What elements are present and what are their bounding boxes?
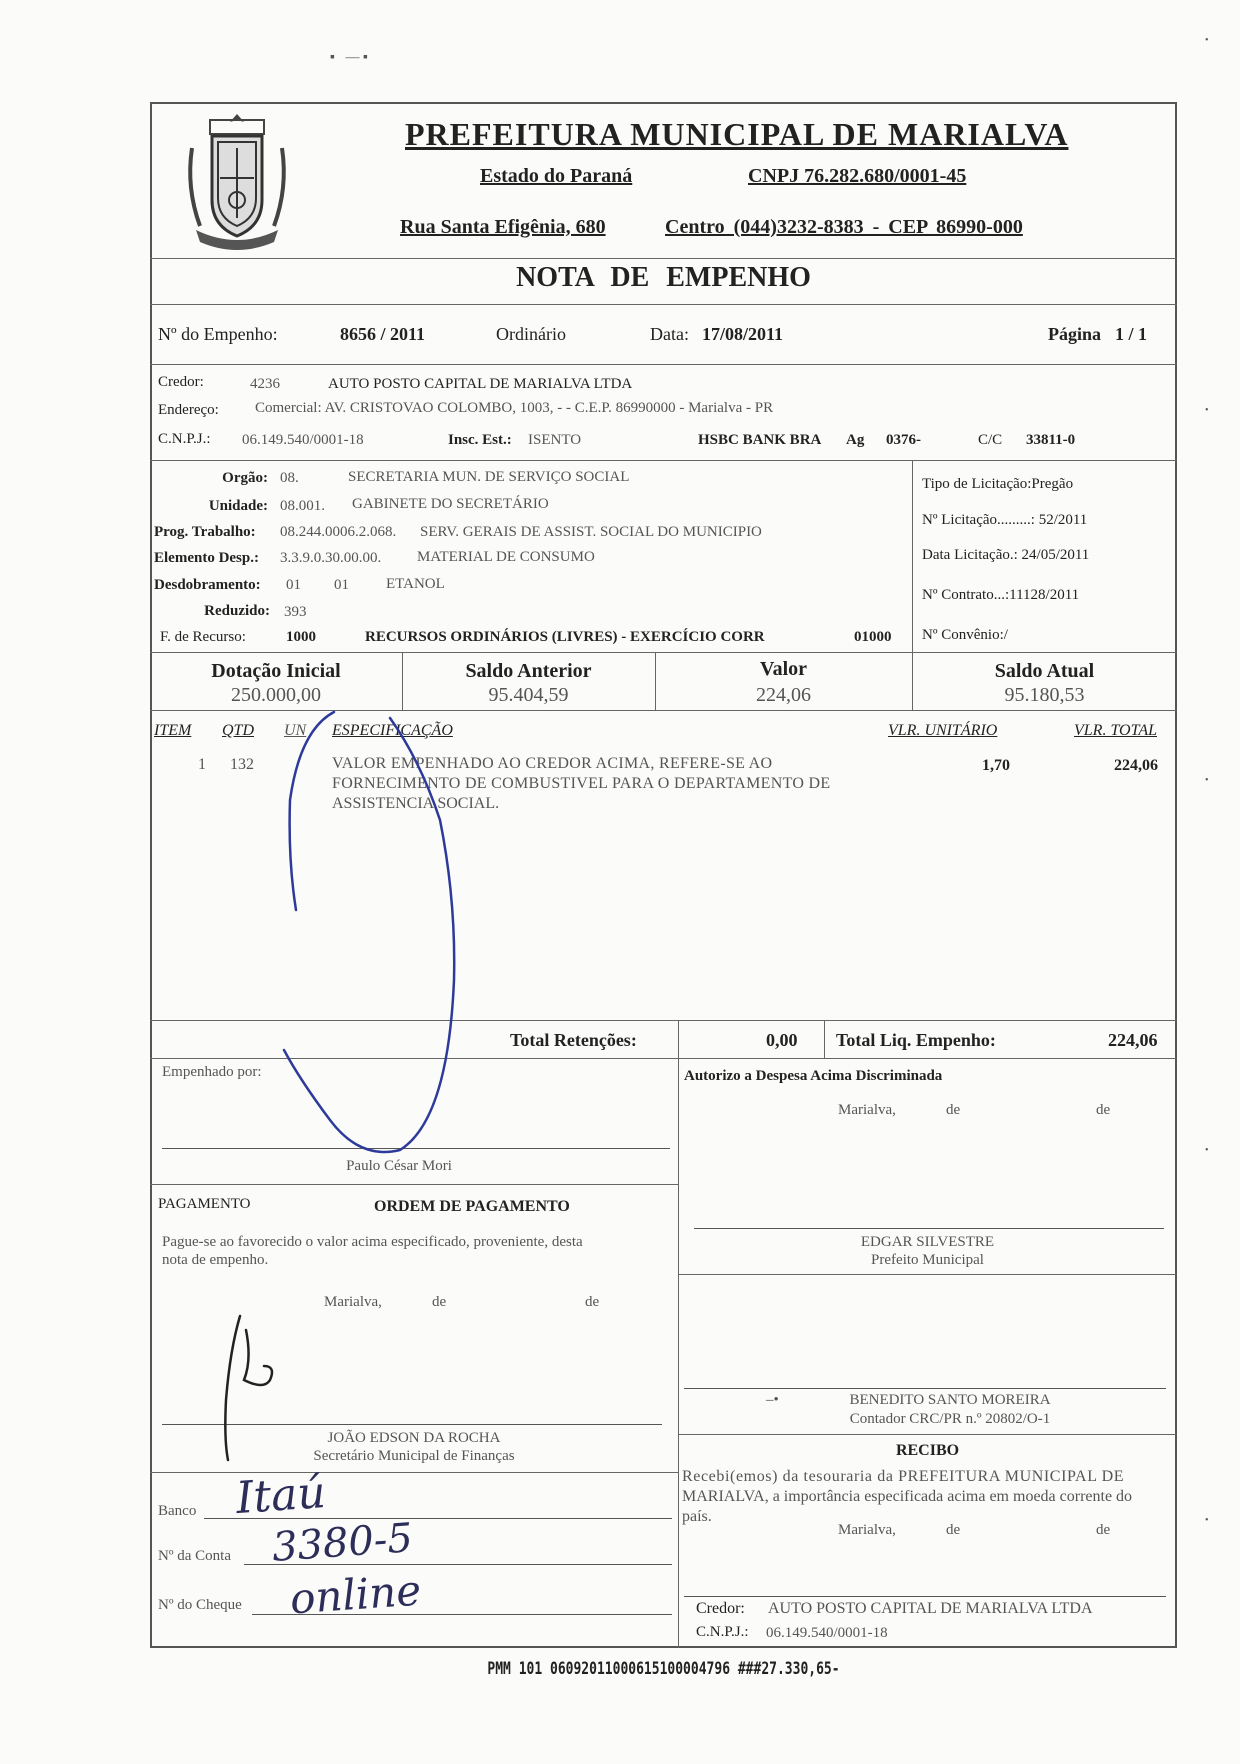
- credor-codigo: 4236: [250, 376, 280, 392]
- recurso-cod: 1000: [286, 629, 316, 645]
- empenhado-nome: Paulo César Mori: [346, 1158, 452, 1174]
- header-cnpj: CNPJ 76.282.680/0001-45: [748, 165, 967, 187]
- empenho-tipo: Ordinário: [496, 324, 566, 344]
- handwritten-conta: 3380-5: [270, 1515, 415, 1571]
- orgao-label: Orgão:: [222, 470, 268, 486]
- total-liquido-label: Total Liq. Empenho:: [836, 1030, 996, 1050]
- numero-convenio: Nº Convênio:/: [922, 627, 1008, 643]
- dash-mark: –•: [766, 1392, 779, 1408]
- pagamento-de2: de: [585, 1294, 600, 1310]
- cc-label: C/C: [978, 432, 1003, 448]
- pagamento-city: Marialva,: [324, 1294, 382, 1310]
- handwritten-cheque: online: [288, 1565, 423, 1624]
- header-state: Estado do Paraná: [480, 165, 633, 187]
- recurso-label: F. de Recurso:: [160, 629, 246, 645]
- banco-credor: HSBC BANK BRA: [698, 432, 822, 448]
- ag-label: Ag: [846, 432, 865, 448]
- recibo-cnpj-label: C.N.P.J.:: [696, 1624, 749, 1640]
- item-espec-2: FORNECIMENTO DE COMBUSTIVEL PARA O DEPARTAMENTO DE: [332, 775, 831, 792]
- desdobramento-label: Desdobramento:: [154, 577, 261, 593]
- recibo-cnpj: 06.149.540/0001-18: [766, 1625, 888, 1641]
- autorizo-city: Marialva,: [838, 1102, 896, 1118]
- col-un: UN: [284, 722, 307, 739]
- item-qtd: 132: [230, 756, 254, 773]
- saldo-atual-label: Saldo Atual: [994, 660, 1095, 682]
- recibo-texto-2: MARIALVA, a importância especificada acima em moeda corrente do: [682, 1488, 1133, 1505]
- cnpj-value: 06.149.540/0001-18: [242, 432, 364, 448]
- prefeito-nome: EDGAR SILVESTRE: [860, 1234, 995, 1250]
- autorizo-label: Autorizo a Despesa Acima Discriminada: [684, 1068, 943, 1084]
- item-vlr-total: 224,06: [1114, 757, 1158, 774]
- item-espec-3: ASSISTENCIA SOCIAL.: [332, 795, 500, 812]
- total-retencoes-value: 0,00: [766, 1030, 798, 1050]
- recurso-num: 01000: [854, 629, 892, 645]
- orgao-value: SECRETARIA MUN. DE SERVIÇO SOCIAL: [348, 469, 630, 485]
- col-vlr-total: VLR. TOTAL: [1074, 722, 1157, 739]
- header-street: Rua Santa Efigênia, 680: [400, 216, 606, 238]
- data-licitacao: Data Licitação.: 24/05/2011: [922, 547, 1090, 563]
- elemento-cod: 3.3.9.0.30.00.00.: [280, 550, 382, 566]
- orgao-cod: 08.: [280, 470, 299, 486]
- cc-value: 33811-0: [1026, 432, 1076, 448]
- unidade-cod: 08.001.: [280, 498, 325, 514]
- recibo-credor-label: Credor:: [696, 1600, 745, 1617]
- recibo-de1: de: [946, 1522, 961, 1538]
- saldo-atual-value: 95.180,53: [1004, 684, 1085, 706]
- pagina-label: Página: [1048, 324, 1102, 344]
- empenhado-label: Empenhado por:: [162, 1064, 262, 1080]
- prog-label: Prog. Trabalho:: [154, 524, 256, 540]
- cheque-label: Nº do Cheque: [158, 1597, 242, 1613]
- secretario-cargo: Secretário Municipal de Finanças: [313, 1448, 515, 1464]
- total-liquido-value: 224,06: [1108, 1030, 1158, 1050]
- valor-value: 224,06: [756, 684, 811, 706]
- empenho-data-label: Data:: [650, 324, 689, 344]
- empenho-data: 17/08/2011: [702, 324, 784, 344]
- col-especificacao: ESPECIFICAÇÃO: [332, 722, 453, 739]
- pagamento-texto-1: Pague-se ao favorecido o valor acima especificado, proveniente, desta: [162, 1234, 583, 1250]
- numero-licitacao: Nº Licitação.........: 52/2011: [922, 512, 1088, 528]
- col-item: ITEM: [154, 722, 192, 739]
- unidade-label: Unidade:: [208, 498, 268, 514]
- contador-nome: BENEDITO SANTO MOREIRA: [849, 1392, 1051, 1408]
- banco-label: Banco: [158, 1503, 197, 1519]
- desdobramento-2: 01: [334, 577, 349, 593]
- margin-dot-2: •: [1205, 405, 1209, 416]
- contador-cargo: Contador CRC/PR n.º 20802/O-1: [849, 1411, 1051, 1427]
- prog-value: SERV. GERAIS DE ASSIST. SOCIAL DO MUNICIPIO: [420, 524, 762, 540]
- recibo-city: Marialva,: [838, 1522, 896, 1538]
- cnpj-label: C.N.P.J.:: [158, 431, 211, 447]
- pagina-value: 1 / 1: [1115, 324, 1148, 344]
- credor-nome: AUTO POSTO CAPITAL DE MARIALVA LTDA: [328, 376, 633, 392]
- recibo-texto-3: país.: [682, 1508, 712, 1525]
- prog-cod: 08.244.0006.2.068.: [280, 524, 397, 540]
- item-numero: 1: [198, 756, 206, 773]
- ag-value: 0376-: [886, 432, 921, 448]
- item-espec-1: VALOR EMPENHADO AO CREDOR ACIMA, REFERE-SE AO: [332, 755, 773, 772]
- margin-dot-1: •: [1205, 35, 1209, 46]
- pagamento-de1: de: [432, 1294, 447, 1310]
- pagamento-texto-2: nota de empenho.: [162, 1252, 269, 1268]
- prefeito-cargo: Prefeito Municipal: [871, 1252, 984, 1268]
- insc-value: ISENTO: [528, 432, 582, 448]
- ordem-pagamento: ORDEM DE PAGAMENTO: [374, 1198, 570, 1215]
- header-address: Centro (044)3232-8383 - CEP 86990-000: [665, 216, 1023, 238]
- tipo-licitacao: Tipo de Licitação:Pregão: [922, 476, 1074, 492]
- autorizo-de2: de: [1096, 1102, 1111, 1118]
- recurso-value: RECURSOS ORDINÁRIOS (LIVRES) - EXERCÍCIO CORR: [365, 629, 765, 645]
- col-qtd: QTD: [222, 722, 255, 739]
- empenho-numero-label: Nº do Empenho:: [158, 324, 278, 344]
- desdobramento-value: ETANOL: [386, 576, 445, 592]
- recibo-texto-1: Recebi(emos) da tesouraria da PREFEITURA MUNICIPAL DE: [682, 1468, 1125, 1485]
- scan-marks: ▪ — ▪: [330, 50, 368, 65]
- recibo-de2: de: [1096, 1522, 1111, 1538]
- credor-label: Credor:: [158, 374, 204, 390]
- saldo-anterior-value: 95.404,59: [488, 684, 569, 706]
- saldo-anterior-label: Saldo Anterior: [465, 660, 592, 682]
- secretario-nome: JOÃO EDSON DA ROCHA: [327, 1430, 501, 1446]
- endereco-label: Endereço:: [158, 402, 219, 418]
- reduzido-label: Reduzido:: [204, 603, 270, 619]
- item-vlr-unitario: 1,70: [982, 757, 1010, 774]
- elemento-value: MATERIAL DE CONSUMO: [417, 549, 595, 565]
- recibo-credor: AUTO POSTO CAPITAL DE MARIALVA LTDA: [768, 1600, 1093, 1617]
- empenho-numero: 8656 / 2011: [340, 324, 426, 344]
- header-title: PREFEITURA MUNICIPAL DE MARIALVA: [405, 116, 1069, 152]
- recibo-label: RECIBO: [895, 1442, 960, 1459]
- elemento-label: Elemento Desp.:: [154, 550, 259, 566]
- margin-dot-4: •: [1205, 1145, 1209, 1156]
- reduzido-value: 393: [284, 604, 307, 620]
- desdobramento-1: 01: [286, 577, 301, 593]
- doc-title: NOTA DE EMPENHO: [516, 262, 811, 293]
- pagamento-label: PAGAMENTO: [158, 1196, 251, 1212]
- valor-label: Valor: [759, 658, 808, 680]
- autorizo-de1: de: [946, 1102, 961, 1118]
- saldo-dotacao-value: 250.000,00: [231, 684, 321, 706]
- insc-label: Insc. Est.:: [448, 432, 512, 448]
- margin-dot-3: •: [1205, 775, 1209, 786]
- footer-code: PMM 101 06092011000615100004796 ###27.330,65-: [487, 1659, 840, 1680]
- margin-dot-5: •: [1205, 1515, 1209, 1526]
- conta-label: Nº da Conta: [158, 1548, 231, 1564]
- col-vlr-unitario: VLR. UNITÁRIO: [888, 722, 998, 739]
- total-retencoes-label: Total Retenções:: [510, 1030, 637, 1050]
- unidade-value: GABINETE DO SECRETÁRIO: [352, 496, 549, 512]
- endereco-value: Comercial: AV. CRISTOVAO COLOMBO, 1003, - - C.E.P. 86990000 - Marialva - PR: [255, 400, 774, 416]
- handwritten-banco: Itaú: [234, 1466, 328, 1525]
- numero-contrato: Nº Contrato...:11128/2011: [922, 587, 1080, 603]
- saldo-dotacao-label: Dotação Inicial: [211, 660, 341, 682]
